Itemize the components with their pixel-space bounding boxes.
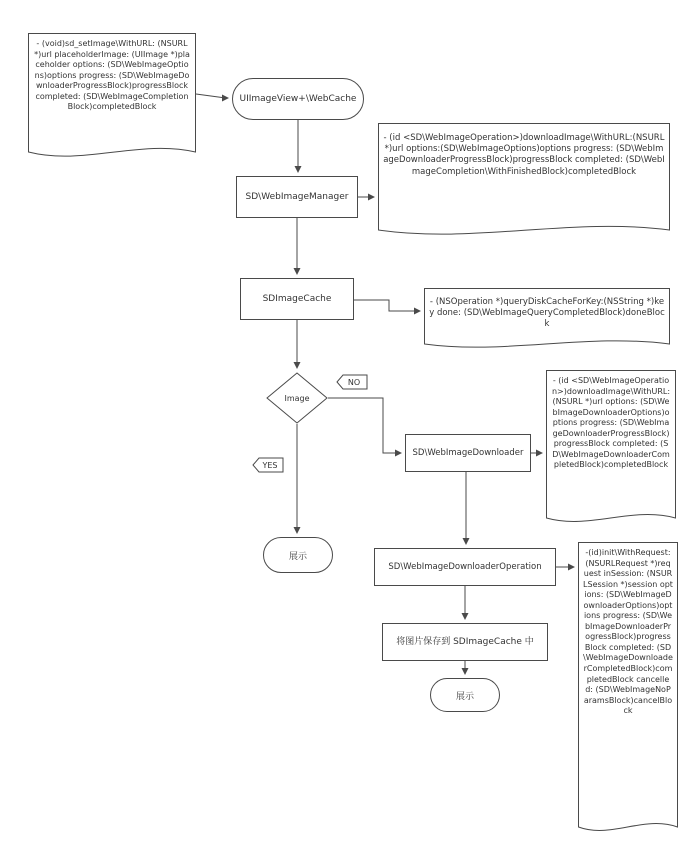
label-yes-flag-text: YES <box>262 460 278 470</box>
node-display-left <box>263 537 333 573</box>
node-sdimagecache <box>240 278 354 320</box>
node-sdwebimagedownloaderoperation <box>374 548 556 586</box>
connector-cache-to-doc <box>354 300 421 315</box>
node-display-bottom-label: 展示 <box>455 691 474 702</box>
node-uiimageview-webcache <box>232 78 364 120</box>
label-no-flag <box>336 374 368 390</box>
node-save-to-sdimagecache <box>382 623 548 661</box>
doc-querydiskcacheforkey-text: - (NSOperation *)queryDiskCacheForKey:(NSString *)key done: (SD\WebImageQueryCompletedBlock)doneBlock <box>429 297 665 330</box>
connector-manager-to-doc <box>358 194 375 201</box>
doc-initwithrequest <box>578 542 678 837</box>
node-save-to-sdimagecache-label: 将图片保存到 SDImageCache 中 <box>396 636 534 647</box>
connector-save-to-display <box>462 661 469 675</box>
node-display-bottom <box>430 678 500 712</box>
connector-decision-no-to-downloader <box>328 398 402 457</box>
doc-manager-downloadimagewithurl <box>378 123 670 241</box>
node-display-left-label: 展示 <box>288 551 307 562</box>
node-sdwebimagemanager <box>236 176 358 218</box>
node-sdwebimagemanager-label: SD\WebImageManager <box>245 191 349 202</box>
doc-sd-setimagewithurl-text: - (void)sd_setImage\WithURL: (NSURL *)url placeholderImage: (UIImage *)placeholder options: (SD\WebImageOptions)options progress: (SD\WebImageDownloaderProgressBlock)progressBlock completed: (SD\WebImageCompletionBlock)completedBlock <box>34 39 190 112</box>
connector-downloader-to-operation <box>463 472 470 545</box>
connector-manager-to-cache <box>294 218 301 275</box>
doc-querydiskcacheforkey <box>424 288 670 354</box>
node-uiimageview-webcache-label: UIImageView+\WebCache <box>239 94 357 104</box>
node-sdimagecache-label: SDImageCache <box>262 293 332 304</box>
connector-entry-to-uiimageview <box>196 94 229 102</box>
connector-decision-yes-to-display <box>294 424 301 534</box>
node-sdwebimagedownloader <box>405 434 531 472</box>
decision-image <box>266 372 328 424</box>
connector-operation-to-doc <box>556 564 575 571</box>
doc-manager-downloadimagewithurl-text: - (id <SD\WebImageOperation>)downloadImage\WithURL:(NSURL *)url options:(SD\WebImageOptions)options progress: (SD\WebImageDownloaderProgressBlock)progressBlock completed: (SD\WebImageCompletion\WithFinishedBlock)completedBlock <box>383 133 665 177</box>
connector-uiimageview-to-manager <box>295 120 302 173</box>
label-no-flag-text: NO <box>347 377 361 387</box>
node-sdwebimagedownloader-label: SD\WebImageDownloader <box>412 447 524 458</box>
node-sdwebimagedownloaderoperation-label: SD\WebImageDownloaderOperation <box>388 561 542 572</box>
doc-sd-setimagewithurl <box>28 33 196 163</box>
connector-downloader-to-doc <box>531 450 543 457</box>
doc-downloader-downloadimagewithurl <box>546 370 676 528</box>
connector-cache-to-decision <box>294 320 301 369</box>
decision-image-label: Image <box>284 393 310 403</box>
connector-operation-to-save <box>462 586 469 620</box>
doc-initwithrequest-text: -(id)init\WithRequest: (NSURLRequest *)request inSession: (NSURLSession *)session options: (SD\WebImageDownloaderOptions)options progress: (SD\WebImageDownloaderProgressBlock)progressBlock completed: (SD\WebImageDownloaderCompletedBlock)completedBlock cancelled: (SD\WebImageNoParamsBlock)cancelBlock <box>583 548 673 716</box>
doc-downloader-downloadimagewithurl-text: - (id <SD\WebImageOperation>)downloadImage\WithURL: (NSURL *)url options: (SD\WebImageDownloaderOptions)options progress: (SD\WebImageDownloaderProgressBlock)progressBlock completed: (SD\WebImageDownloaderCompletedBlock)completedBlock <box>551 376 671 470</box>
label-yes-flag <box>252 457 284 473</box>
